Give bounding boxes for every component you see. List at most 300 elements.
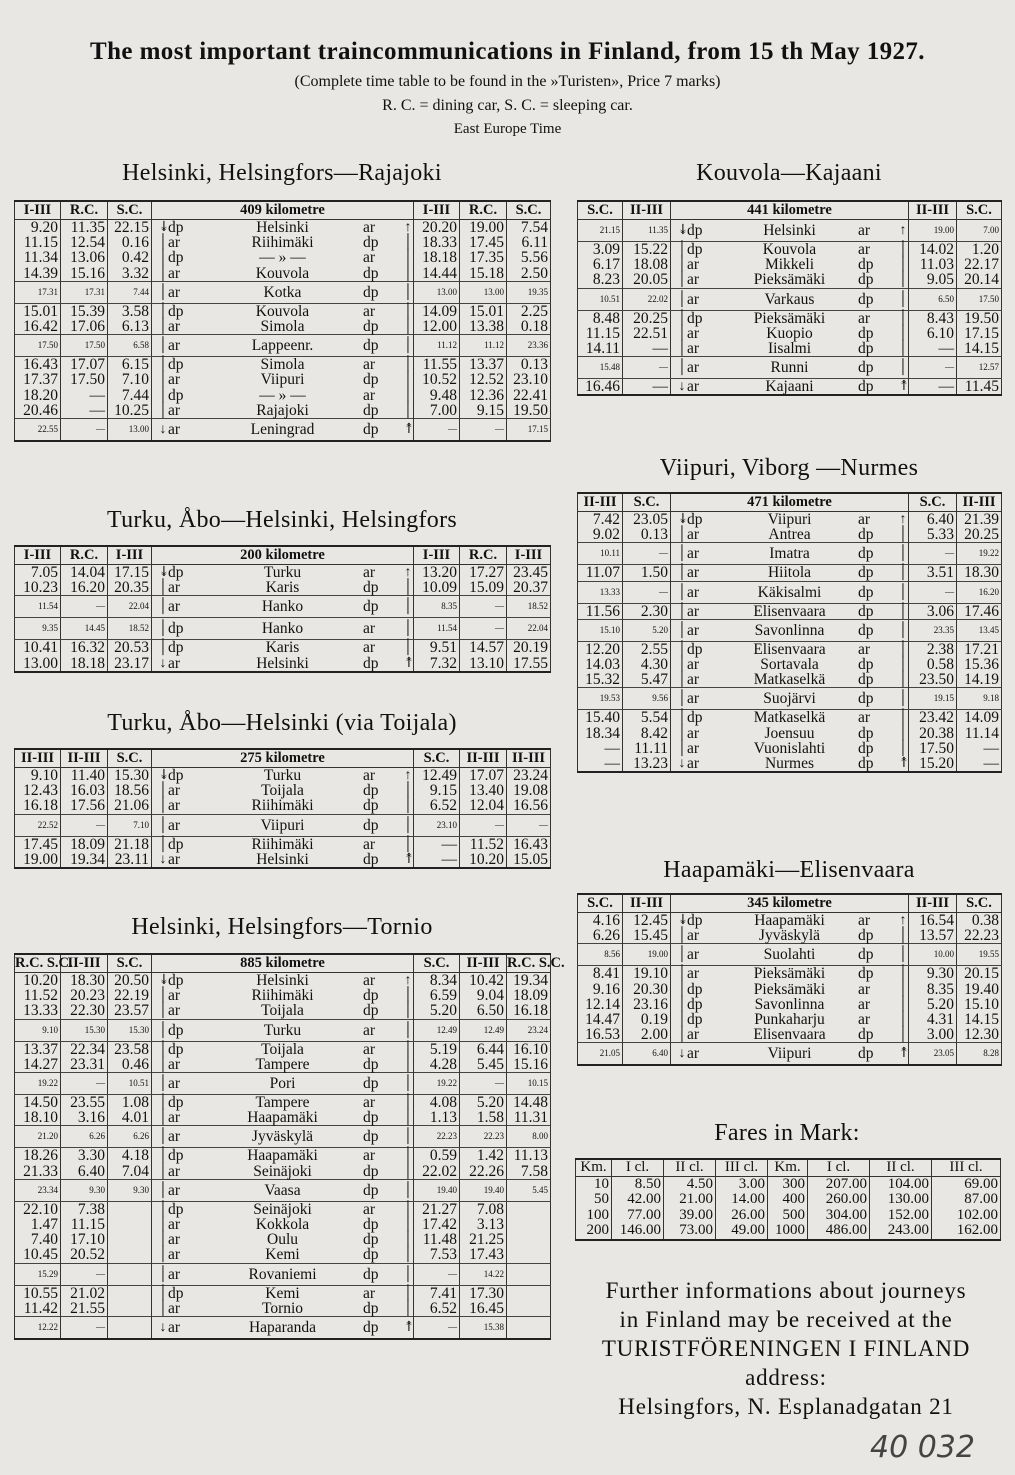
up-line-icon: │ <box>403 817 413 833</box>
direction-label: dp <box>858 946 874 964</box>
table-row <box>578 310 1002 326</box>
time-cell: 17.56 <box>61 798 108 814</box>
station-name: Riihimäki <box>251 835 314 853</box>
time-cell: 6.15 <box>108 357 152 373</box>
direction-label: dp <box>168 639 184 657</box>
time-cell: 21.20 <box>15 1126 61 1148</box>
up-line-icon: │ <box>898 584 908 600</box>
time-cell: 22.51 <box>623 326 671 341</box>
table-row <box>15 250 551 265</box>
station-cell <box>671 272 909 288</box>
direction-label: ar <box>168 420 181 438</box>
time-cell: 3.09 <box>578 242 623 258</box>
time-cell: 16.46 <box>578 379 623 396</box>
station-line <box>158 1148 413 1163</box>
time-cell: 20.46 <box>15 403 61 419</box>
station-name: — » — <box>259 386 306 404</box>
time-cell: 10.52 <box>414 372 460 387</box>
time-cell <box>507 1232 551 1247</box>
time-cell: 22.55 <box>15 419 61 442</box>
time-cell: 9.51 <box>414 640 460 656</box>
time-cell: 19.55 <box>957 944 1002 966</box>
time-cell: 1.58 <box>460 1110 507 1126</box>
column-header: S.C. <box>108 201 152 220</box>
time-cell: 8.34 <box>414 973 460 989</box>
time-cell: 11.42 <box>15 1301 61 1317</box>
direction-label: dp <box>363 1128 379 1146</box>
direction-label: dp <box>858 656 874 674</box>
direction-label: dp <box>858 690 874 708</box>
down-line-icon: │ <box>158 372 168 388</box>
time-cell: 2.38 <box>909 641 957 657</box>
station-line <box>677 642 908 657</box>
time-cell: — <box>957 741 1002 756</box>
direction-label: ar <box>168 1109 181 1127</box>
time-cell: 19.00 <box>623 944 671 966</box>
direction-label: ar <box>168 401 181 419</box>
time-cell: 23.05 <box>909 1043 957 1066</box>
time-cell: 20.25 <box>957 527 1002 543</box>
table-row <box>15 281 551 303</box>
column-header: S.C. <box>108 954 152 973</box>
direction-label: ar <box>858 995 871 1013</box>
time-cell: — <box>61 814 108 836</box>
direction-label: dp <box>363 318 379 336</box>
direction-label: ar <box>363 1147 376 1165</box>
down-line-icon: │ <box>158 599 168 615</box>
time-cell: 22.23 <box>957 928 1002 944</box>
time-cell: 22.23 <box>460 1126 507 1148</box>
time-cell: 23.24 <box>507 1019 551 1041</box>
time-cell: 12.45 <box>623 913 671 929</box>
time-cell: 0.38 <box>957 913 1002 929</box>
direction-label: ar <box>858 640 871 658</box>
up-line-icon: │ <box>403 319 413 335</box>
station-cell <box>152 783 414 798</box>
time-cell: 15.30 <box>108 768 152 784</box>
time-cell: — <box>623 341 671 357</box>
time-cell: 22.52 <box>15 814 61 836</box>
direction-label: dp <box>858 1026 874 1044</box>
up-line-icon: │ <box>403 640 413 656</box>
station-name: Helsinki <box>763 221 816 239</box>
up-line-icon: │ <box>403 1003 413 1019</box>
time-cell: 10.51 <box>108 1073 152 1095</box>
down-line-icon: │ <box>158 1300 168 1316</box>
time-cell: 1.08 <box>108 1095 152 1111</box>
station-line <box>158 783 413 798</box>
station-name: Elisenvaara <box>753 602 826 620</box>
station-cell <box>671 257 909 272</box>
time-cell: 15.36 <box>957 657 1002 672</box>
direction-label: ar <box>687 378 700 396</box>
column-header: S.C. <box>507 201 551 220</box>
direction-label: dp <box>168 767 184 784</box>
column-header: II-III <box>460 954 507 973</box>
header-row <box>15 954 551 973</box>
direction-label: ar <box>363 1200 376 1218</box>
station-line <box>158 973 413 988</box>
down-line-icon: │ <box>158 1003 168 1019</box>
station-name: Käkisalmi <box>757 583 822 601</box>
station-name: Vuonislahti <box>753 739 826 757</box>
time-cell: 21.18 <box>108 836 152 852</box>
time-cell: 9.04 <box>460 988 507 1003</box>
direction-label: dp <box>168 1021 184 1039</box>
time-cell: 13.38 <box>460 319 507 335</box>
time-cell: 7.44 <box>108 281 152 303</box>
down-line-icon: │ <box>158 1182 168 1198</box>
fares-header-row <box>576 1159 1001 1176</box>
direction-label: ar <box>687 755 700 773</box>
time-cell: — <box>61 1263 108 1285</box>
fare-cell: 102.00 <box>932 1208 1001 1224</box>
up-line-icon: │ <box>898 725 908 741</box>
station-cell <box>152 1126 414 1148</box>
time-cell: 9.15 <box>460 403 507 419</box>
table-row <box>578 341 1002 357</box>
station-cell <box>152 836 414 852</box>
up-line-icon: ↟ <box>898 756 910 772</box>
column-header: S.C. <box>108 749 152 768</box>
station-line <box>677 292 908 307</box>
down-line-icon: │ <box>677 310 687 326</box>
direction-label: dp <box>687 309 703 327</box>
station-line <box>158 1076 413 1091</box>
station-name: Helsinki <box>256 972 309 989</box>
fare-cell: 26.00 <box>716 1208 768 1224</box>
station-name: Kemi <box>265 1284 300 1302</box>
time-cell: 15.01 <box>15 303 61 319</box>
time-cell: 11.52 <box>15 988 61 1003</box>
header-row <box>15 201 551 220</box>
down-line-icon: │ <box>158 1217 168 1233</box>
time-cell: 18.18 <box>414 250 460 265</box>
time-cell: 7.41 <box>414 1285 460 1301</box>
fare-cell: 300 <box>768 1176 808 1192</box>
time-cell: 0.13 <box>623 527 671 543</box>
time-cell: 13.00 <box>15 656 61 672</box>
station-name: Helsinki <box>256 850 309 868</box>
time-cell: 17.50 <box>15 335 61 357</box>
down-line-icon: │ <box>158 1110 168 1126</box>
time-cell: 19.22 <box>15 1073 61 1095</box>
time-cell: 19.40 <box>957 982 1002 997</box>
column-header: II-III <box>623 201 671 220</box>
time-cell: 15.10 <box>957 997 1002 1012</box>
time-cell: 19.50 <box>507 403 551 419</box>
time-cell: 17.50 <box>957 288 1002 310</box>
time-cell: 10.45 <box>15 1247 61 1263</box>
time-cell <box>108 1217 152 1232</box>
direction-label: ar <box>363 1284 376 1302</box>
direction-label: ar <box>687 526 700 544</box>
time-cell: 20.14 <box>957 272 1002 288</box>
station-name: Helsinki <box>256 219 309 236</box>
direction-label: dp <box>858 359 874 377</box>
time-cell: 14.02 <box>909 242 957 258</box>
down-line-icon: │ <box>158 303 168 319</box>
direction-label: ar <box>363 835 376 853</box>
station-line <box>158 837 413 852</box>
column-header: S.C. <box>578 894 623 913</box>
up-line-icon: │ <box>898 657 908 673</box>
table-row <box>15 303 551 319</box>
time-cell: 19.34 <box>507 973 551 989</box>
up-line-icon: ↟ <box>403 655 415 671</box>
time-cell: 20.50 <box>108 973 152 989</box>
station-cell <box>671 581 909 603</box>
table-row <box>15 618 551 640</box>
station-cell <box>152 266 414 282</box>
up-line-icon: ↟ <box>403 1319 415 1335</box>
direction-label: ar <box>687 946 700 964</box>
station-cell <box>671 242 909 258</box>
time-cell <box>507 1285 551 1301</box>
direction-label: ar <box>168 1162 181 1180</box>
table-row <box>15 973 551 989</box>
info-line-4: address: <box>745 1365 827 1390</box>
direction-label: ar <box>168 987 181 1005</box>
column-header: I-III <box>507 546 551 565</box>
down-line-icon: │ <box>677 981 687 997</box>
time-cell: — <box>957 756 1002 772</box>
station-cell <box>671 326 909 341</box>
up-line-icon: │ <box>403 783 413 799</box>
station-cell <box>152 372 414 387</box>
time-cell: 7.38 <box>61 1201 108 1217</box>
time-cell: 21.05 <box>578 1043 623 1066</box>
time-cell: 20.05 <box>623 272 671 288</box>
station-cell <box>152 1247 414 1263</box>
time-cell: 19.22 <box>957 543 1002 565</box>
time-cell: 0.13 <box>507 357 551 373</box>
down-line-icon: │ <box>677 291 687 307</box>
station-cell <box>152 1301 414 1317</box>
time-cell: 10.51 <box>578 288 623 310</box>
time-cell: 17.50 <box>61 335 108 357</box>
station-name: Savonlinna <box>754 621 825 639</box>
station-line <box>677 1012 908 1027</box>
time-cell: 7.40 <box>15 1232 61 1247</box>
direction-label: ar <box>168 1128 181 1146</box>
table-row <box>15 1126 551 1148</box>
time-cell: 7.58 <box>507 1164 551 1180</box>
time-cell: 7.05 <box>15 565 61 581</box>
direction-label: dp <box>858 671 874 689</box>
time-cell: 17.45 <box>460 235 507 250</box>
direction-label: ar <box>687 564 700 582</box>
time-cell: 2.50 <box>507 266 551 282</box>
direction-label: dp <box>858 564 874 582</box>
time-cell: 17.06 <box>61 319 108 335</box>
station-name: Viipuri <box>767 1045 812 1063</box>
station-cell <box>671 603 909 619</box>
direction-label: dp <box>168 1147 184 1165</box>
station-name: Toijala <box>261 1002 304 1020</box>
table-row <box>578 756 1002 772</box>
table-row <box>578 1043 1002 1066</box>
time-cell: 11.15 <box>578 326 623 341</box>
down-line-icon: │ <box>158 250 168 266</box>
time-cell: — <box>61 403 108 419</box>
direction-label: dp <box>363 1216 379 1234</box>
table-row <box>578 272 1002 288</box>
time-cell: 12.04 <box>460 798 507 814</box>
column-header: II-III <box>61 749 108 768</box>
station-name: — » — <box>259 249 306 267</box>
time-cell <box>507 1263 551 1285</box>
info-line-2: in Finland may be received at the <box>619 1307 953 1332</box>
time-cell: 5.33 <box>909 527 957 543</box>
direction-label: ar <box>168 1231 181 1249</box>
time-cell: 3.16 <box>61 1110 108 1126</box>
fares-table <box>575 1158 1001 1241</box>
time-cell: 17.15 <box>507 419 551 442</box>
station-line <box>158 220 413 235</box>
direction-label: dp <box>687 709 703 727</box>
time-cell: 0.18 <box>507 319 551 335</box>
time-cell: 8.23 <box>578 272 623 288</box>
direction-label: dp <box>858 724 874 742</box>
time-cell: 22.34 <box>61 1041 108 1057</box>
station-line <box>677 257 908 272</box>
time-cell: 7.04 <box>108 1164 152 1180</box>
time-cell: 9.15 <box>414 783 460 798</box>
direction-label: dp <box>363 1162 379 1180</box>
fares-title: Fares in Mark: <box>714 1120 860 1146</box>
time-cell: 16.20 <box>61 580 108 596</box>
station-name: Toijala <box>261 782 304 800</box>
station-line <box>158 1286 413 1301</box>
up-line-icon: │ <box>403 1075 413 1091</box>
station-cell <box>671 944 909 966</box>
time-cell: 22.17 <box>957 257 1002 272</box>
down-line-icon: │ <box>158 338 168 354</box>
header-row <box>15 546 551 565</box>
time-cell: 10.23 <box>15 580 61 596</box>
fare-cell: 73.00 <box>664 1223 716 1240</box>
column-header: I-III <box>15 546 61 565</box>
direction-label: dp <box>168 302 184 320</box>
time-cell: 4.28 <box>414 1057 460 1073</box>
direction-label: dp <box>363 371 379 389</box>
down-line-icon: │ <box>158 1266 168 1282</box>
station-cell <box>671 726 909 741</box>
time-cell: 23.35 <box>909 619 957 641</box>
table-row <box>15 1073 551 1095</box>
station-cell <box>671 1027 909 1043</box>
station-cell <box>152 281 414 303</box>
direction-label: dp <box>363 420 379 438</box>
time-cell <box>507 1301 551 1317</box>
station-name: Simola <box>260 318 305 336</box>
station-cell <box>152 988 414 1003</box>
station-line <box>158 798 413 813</box>
station-cell <box>152 973 414 989</box>
column-header: I-III <box>414 546 460 565</box>
up-line-icon: │ <box>403 250 413 266</box>
time-cell: 7.42 <box>578 512 623 528</box>
time-cell: — <box>460 596 507 618</box>
time-cell: 20.30 <box>623 982 671 997</box>
up-line-icon: │ <box>898 242 908 257</box>
down-line-icon: │ <box>677 603 687 619</box>
time-cell: 23.17 <box>108 656 152 672</box>
time-cell: 15.32 <box>578 672 623 688</box>
direction-label: ar <box>168 579 181 597</box>
time-cell <box>507 1247 551 1263</box>
time-cell: 2.30 <box>623 603 671 619</box>
down-line-icon: │ <box>677 966 687 982</box>
fare-cell: 100 <box>576 1208 612 1224</box>
time-cell: 11.40 <box>61 768 108 784</box>
direction-label: dp <box>363 264 379 282</box>
station-name: Tampere <box>255 1094 310 1112</box>
direction-label: dp <box>363 283 379 301</box>
direction-label: dp <box>363 1074 379 1092</box>
down-line-icon: │ <box>158 836 168 852</box>
direction-label: dp <box>168 1040 184 1058</box>
time-cell: 16.10 <box>507 1041 551 1057</box>
column-header: R.C. <box>460 201 507 220</box>
station-name: Iisalmi <box>767 340 812 358</box>
station-name: Imatra <box>769 545 810 563</box>
down-line-icon: │ <box>677 242 687 257</box>
time-cell: 21.02 <box>61 1285 108 1301</box>
time-cell: 17.55 <box>507 656 551 672</box>
time-cell: 8.42 <box>623 726 671 741</box>
direction-label: ar <box>687 671 700 689</box>
station-line <box>158 250 413 265</box>
table-row <box>578 672 1002 688</box>
station-cell <box>152 235 414 250</box>
time-cell: 7.44 <box>108 388 152 403</box>
time-cell: 11.31 <box>507 1110 551 1126</box>
time-cell: 18.52 <box>108 618 152 640</box>
direction-label: ar <box>858 309 871 327</box>
station-cell <box>152 1073 414 1095</box>
time-cell: 11.34 <box>15 250 61 265</box>
info-line-5: Helsingfors, N. Esplanadgatan 21 <box>618 1394 954 1419</box>
time-cell: 14.09 <box>957 710 1002 726</box>
station-cell <box>152 1003 414 1019</box>
down-line-icon: │ <box>677 257 687 273</box>
station-cell <box>671 982 909 997</box>
time-cell: 10.55 <box>15 1285 61 1301</box>
time-cell: 22.23 <box>414 1126 460 1148</box>
station-line <box>158 266 413 281</box>
direction-label: dp <box>363 782 379 800</box>
station-name: Tampere <box>255 1055 310 1073</box>
down-line-icon: │ <box>677 1012 687 1028</box>
up-line-icon: │ <box>898 947 908 963</box>
station-line <box>677 1046 908 1061</box>
up-line-icon: │ <box>898 710 908 726</box>
station-cell <box>671 357 909 379</box>
time-cell: 7.00 <box>414 403 460 419</box>
time-cell: 6.40 <box>61 1164 108 1180</box>
time-cell: 6.10 <box>909 326 957 341</box>
station-cell <box>152 1285 414 1301</box>
station-cell <box>152 618 414 640</box>
station-name: Lappeenr. <box>251 337 314 355</box>
down-line-icon: │ <box>677 565 687 581</box>
direction-label: ar <box>858 912 871 929</box>
time-cell: 22.04 <box>108 596 152 618</box>
time-cell: 10.20 <box>460 852 507 868</box>
direction-label: dp <box>363 1246 379 1264</box>
